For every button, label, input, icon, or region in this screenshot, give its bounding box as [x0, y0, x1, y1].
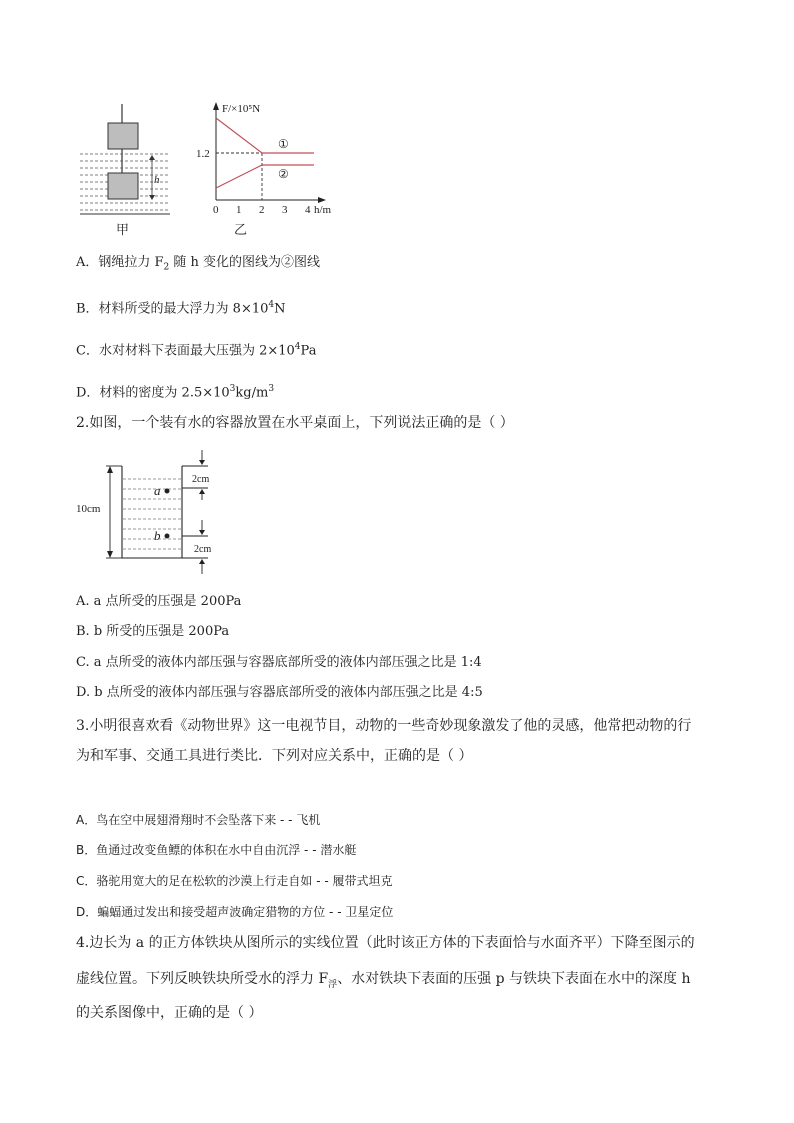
q2-stem: 2.如图，一个装有水的容器放置在水平桌面上，下列说法正确的是（ ） [76, 415, 514, 431]
q3-option-c: C．骆驼用宽大的足在松软的沙漠上行走自如 - - 履带式坦克 [76, 874, 393, 888]
top-gap-label: 2cm [192, 474, 210, 485]
point-a-dot [165, 489, 170, 494]
curve-1-label: ① [278, 137, 289, 151]
figure-jia [76, 98, 176, 240]
q1-option-a: A．钢绳拉力 $F_2$ 随 h 变化的图线为②图线 [76, 255, 321, 273]
curve-1 [216, 118, 314, 153]
q4-line2: 虚线位置。下列反映铁块所受水的浮力 $F_浮$、水对铁块下表面的压强 p 与铁块下表面在水中的深度 h [76, 971, 691, 990]
q2-option-a: A. a 点所受的压强是 200Pa [76, 594, 242, 609]
q3-stem-line2: 为和军事、交通工具进行类比．下列对应关系中，正确的是（ ） [76, 748, 473, 764]
fig-jia-h-label: h [154, 174, 160, 186]
point-b-dot [165, 534, 170, 539]
q3-option-d: D．蝙蝠通过发出和接受超声波确定猎物的方位 - - 卫星定位 [76, 905, 394, 919]
point-a-label: a [154, 483, 161, 498]
point-b-label: b [154, 528, 161, 543]
q2-option-b: B. b 所受的压强是 200Pa [76, 624, 230, 639]
figure-yi-graph [192, 98, 352, 240]
q4-line3: 的关系图像中，正确的是（ ） [76, 1005, 263, 1021]
q3-stem-line1: 3.小明很喜欢看《动物世界》这一电视节目，动物的一些奇妙现象激发了他的灵感，他常把动物的行 [76, 718, 692, 734]
figure-container [76, 444, 236, 580]
x-tick-4: 4 [305, 204, 311, 216]
x-tick-3: 3 [282, 204, 288, 216]
q3-option-a: A．鸟在空中展翅滑翔时不会坠落下来 - - 飞机 [76, 813, 321, 827]
q2-option-c: C. a 点所受的液体内部压强与容器底部所受的液体内部压强之比是 1:4 [76, 655, 482, 670]
height-label: 10cm [76, 503, 101, 515]
bottom-gap-label: 2cm [194, 544, 212, 555]
y-axis-label: F/×10⁵N [222, 103, 261, 115]
fig-jia-caption: 甲 [116, 222, 130, 237]
q2-option-d: D. b 点所受的液体内部压强与容器底部所受的液体内部压强之比是 4:5 [76, 685, 483, 700]
q4-line1: 4.边长为 a 的正方体铁块从图所示的实线位置（此时该正方体的下表面恰与水面齐平）下降至图示的 [76, 935, 695, 951]
curve-2-label: ② [278, 167, 289, 181]
q1-option-d: D．材料的密度为 $2.5\times 10^3kg/m^3$ [76, 384, 275, 401]
q3-option-b: B．鱼通过改变鱼鳔的体积在水中自由沉浮 - - 潜水艇 [76, 843, 357, 857]
x-tick-1: 1 [236, 204, 242, 216]
y-tick-label: 1.2 [196, 148, 210, 160]
fig-yi-caption: 乙 [234, 222, 248, 237]
x-tick-0: 0 [213, 204, 219, 216]
q1-option-c: C．水对材料下表面最大压强为 $2\times 10^4Pa$ [76, 342, 317, 359]
curve-2 [216, 165, 314, 188]
q1-option-b: B．材料所受的最大浮力为 $8\times 10^4N$ [76, 300, 286, 317]
x-tick-2: 2 [259, 204, 265, 216]
x-axis-label: h/m [314, 204, 332, 216]
